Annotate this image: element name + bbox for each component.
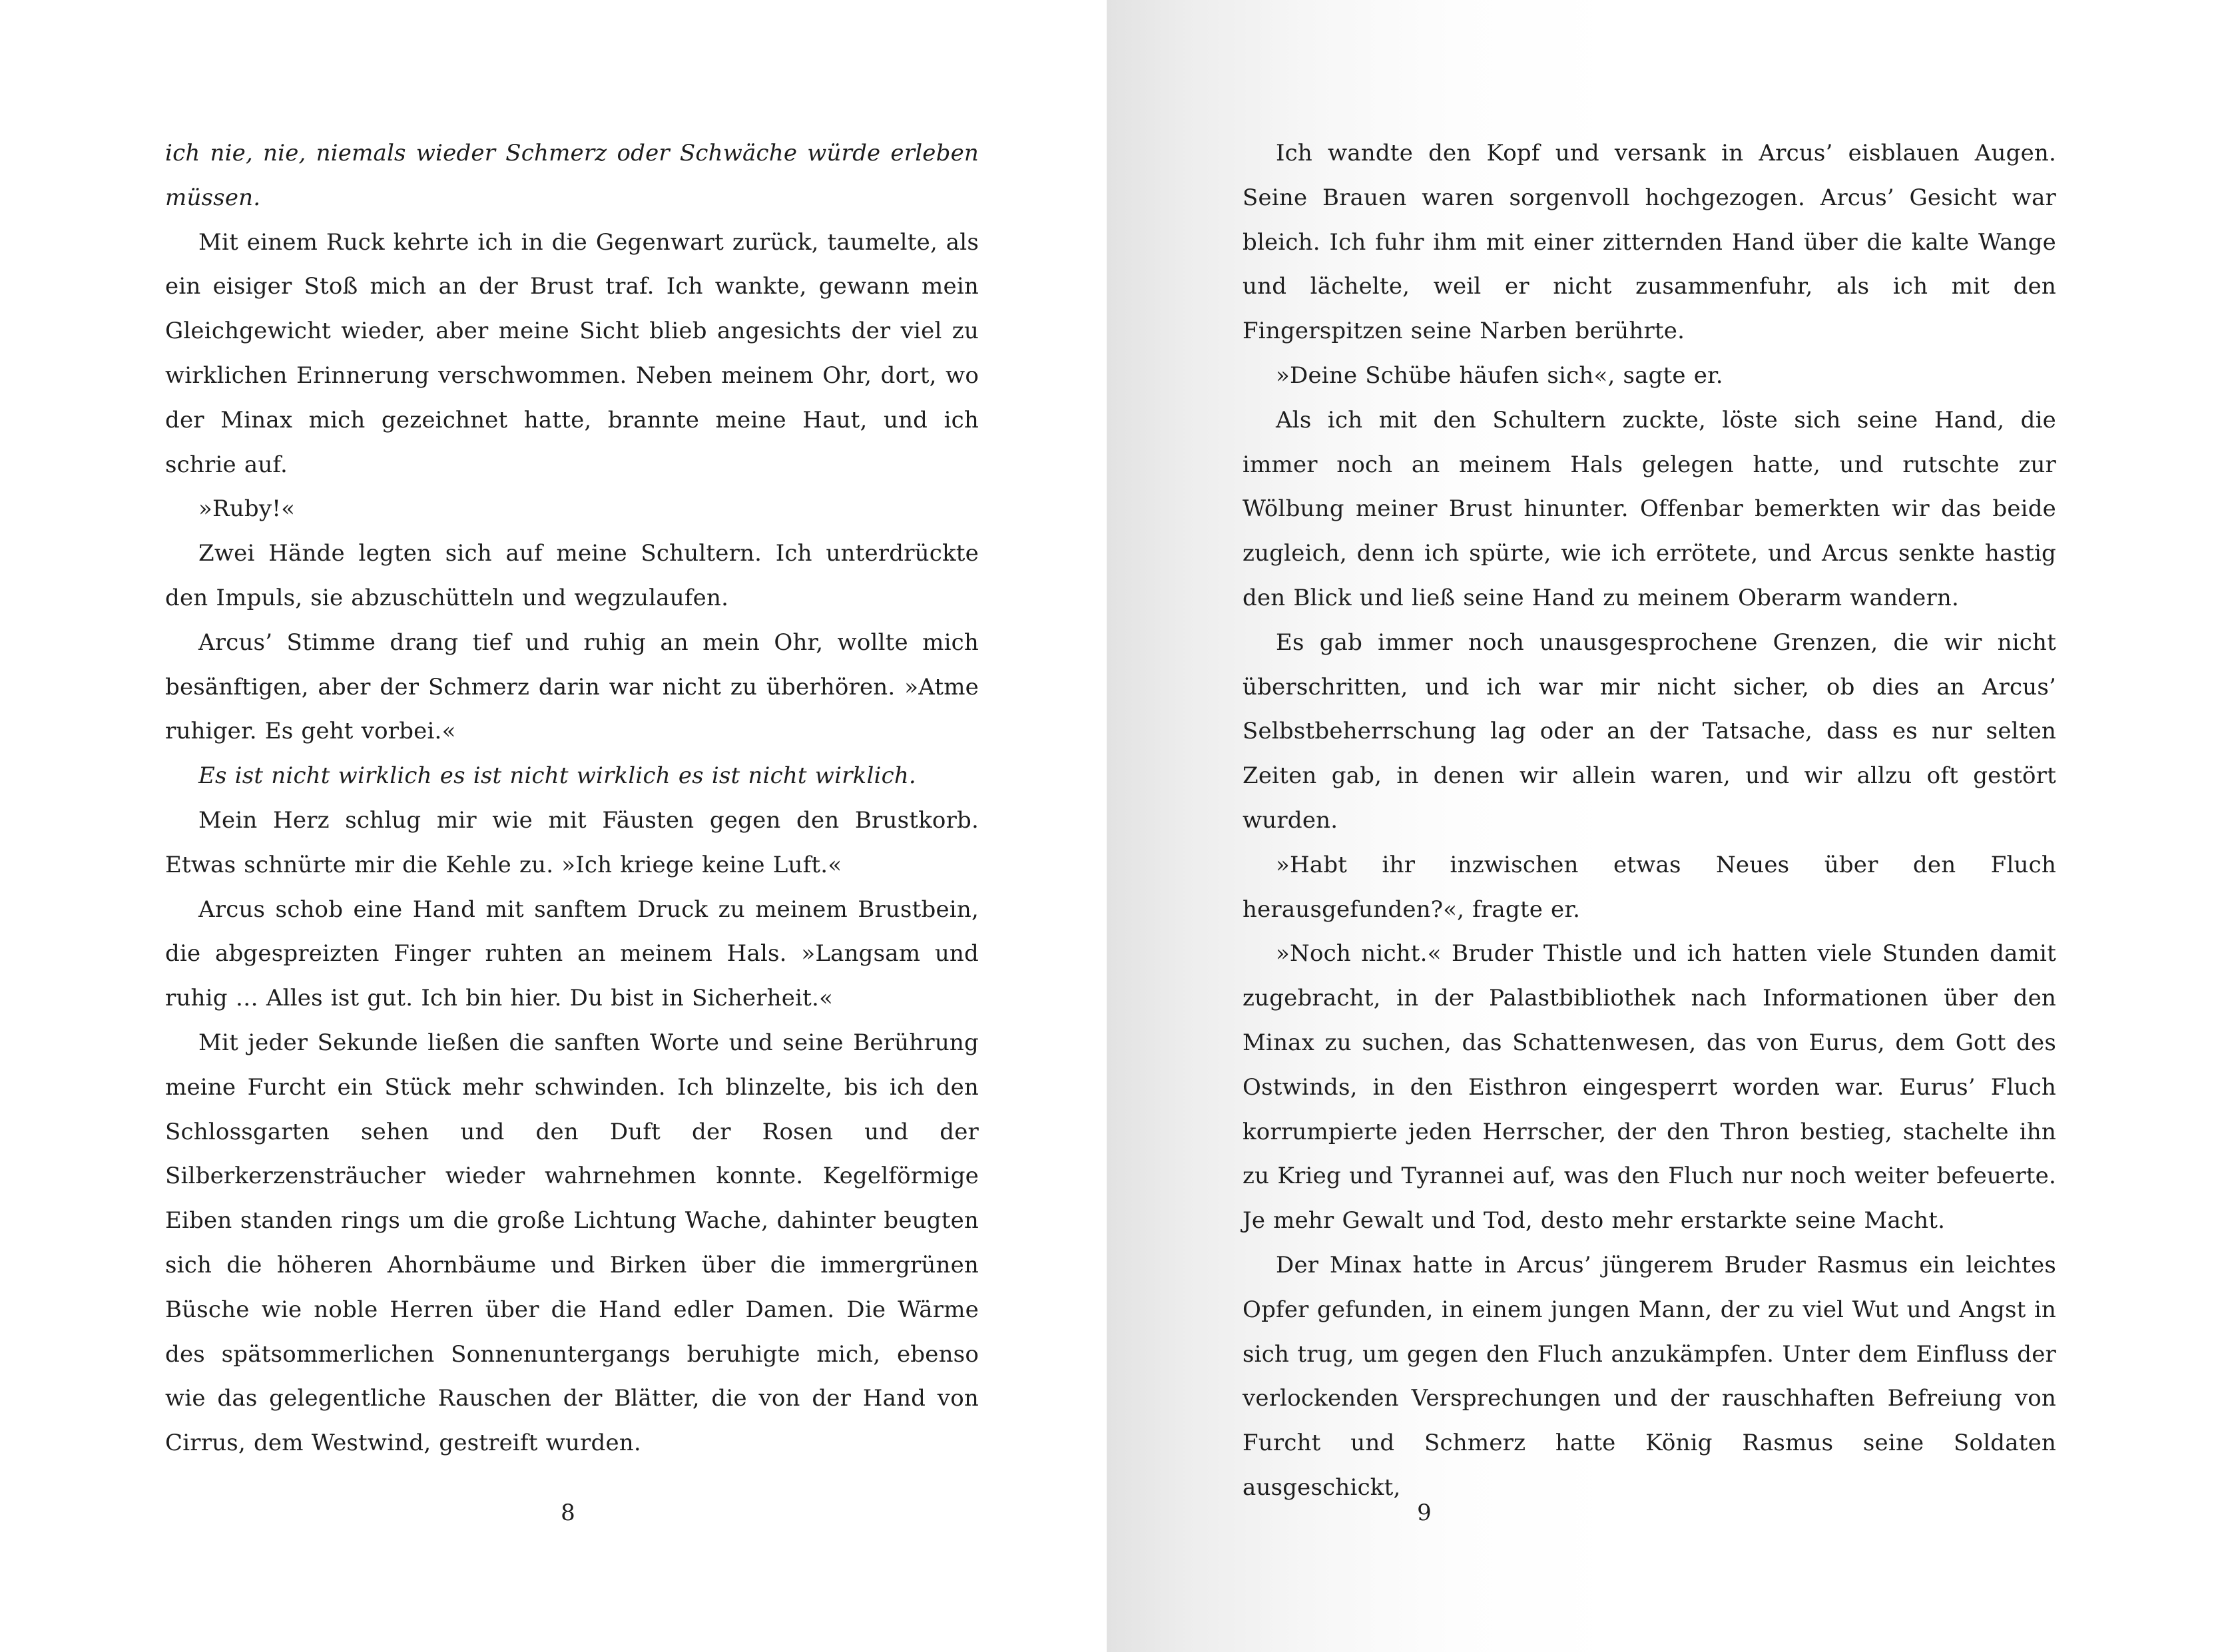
paragraph: Als ich mit den Schultern zuckte, löste sich seine Hand, die immer noch an meinem Hals gelegen hatte, und rutschte zur Wölbung meiner Brust hinunter. Offenbar bemerkten wir das beide zugleich, denn ich spürte, wie ich errötete, und Arcus senkte hastig den Blick und ließ seine Hand zu meinem Oberarm wandern. [1243, 406, 2056, 611]
right-page-text [1243, 131, 2056, 1510]
right-page [1107, 0, 2214, 1652]
paragraph: »Noch nicht.« Bruder Thistle und ich hatten viele Stunden damit zugebracht, in der Palastbibliothek nach Informationen über den Minax zu suchen, das Schattenwesen, das von Eurus, dem Gott des Ostwinds, in den Eisthron eingesperrt worden war. Eurus’ Fluch korrumpierte jeden Herrscher, der den Thron bestieg, stachelte ihn zu Krieg und Tyrannei auf, was den Fluch nur noch weiter befeuerte. Je mehr Gewalt und Tod, desto mehr erstarkte seine Macht. [1243, 940, 2056, 1235]
left-page-text [165, 131, 979, 1466]
page-number: 8 [561, 1500, 575, 1526]
paragraph: Arcus’ Stimme drang tief und ruhig an mein Ohr, wollte mich besänftigen, aber der Schmerz darin war nicht zu überhören. »Atme ruhiger. Es geht vorbei.« [165, 629, 979, 745]
paragraph: Mein Herz schlug mir wie mit Fäusten gegen den Brustkorb. Etwas schnürte mir die Kehle zu. »Ich kriege keine Luft.« [165, 806, 979, 878]
paragraph: Mit jeder Sekunde ließen die sanften Worte und seine Berührung meine Furcht ein Stück mehr schwinden. Ich blinzelte, bis ich den Schlossgarten sehen und den Duft der Rosen und der Silberkerzensträucher wieder wahrnehmen konnte. Kegelförmige Eiben standen rings um die große Lichtung Wache, dahinter beugten sich die höheren Ahornbäume und Birken über die immergrünen Büsche wie noble Herren über die Hand edler Damen. Die Wärme des spätsommerlichen Sonnenuntergangs beruhigte mich, ebenso wie das gelegentliche Rauschen der Blätter, die von der Hand von Cirrus, dem Westwind, gestreift wurden. [165, 1029, 979, 1457]
paragraph: Ich wandte den Kopf und versank in Arcus’ eisblauen Augen. Seine Brauen waren sorgenvoll hochgezogen. Arcus’ Gesicht war bleich. Ich fuhr ihm mit einer zitternden Hand über die kalte Wange und lächelte, weil er nicht zusammenfuhr, als ich mit den Fingerspitzen seine Narben berührte. [1243, 140, 2056, 345]
paragraph: »Habt ihr inzwischen etwas Neues über den Fluch herausgefunden?«, fragte er. [1243, 851, 2056, 923]
paragraph: Arcus schob eine Hand mit sanftem Druck zu meinem Brustbein, die abgespreizten Finger ruhten an meinem Hals. »Langsam und ruhig … Alles ist gut. Ich bin hier. Du bist in Sicherheit.« [165, 896, 979, 1012]
paragraph: »Deine Schübe häufen sich«, sagte er. [1276, 362, 1723, 389]
paragraph: Es gab immer noch unausgesprochene Grenzen, die wir nicht überschritten, und ich war mir nicht sicher, ob dies an Arcus’ Selbstbeherrschung lag oder an der Tatsache, dass es nur selten Zeiten gab, in denen wir allein waren, und wir allzu oft gestört wurden. [1243, 629, 2056, 834]
paragraph: Der Minax hatte in Arcus’ jüngerem Bruder Rasmus ein leichtes Opfer gefunden, in einem jungen Mann, der zu viel Wut und Angst in sich trug, um gegen den Fluch anzukämpfen. Unter dem Einfluss der verlockenden Versprechungen und der rauschhaften Befreiung von Furcht und Schmerz hatte König Rasmus seine Soldaten ausgeschickt, [1243, 1251, 2056, 1501]
page-number: 9 [1417, 1500, 1432, 1526]
paragraph: Es ist nicht wirklich es ist nicht wirklich es ist nicht wirklich. [198, 762, 916, 790]
paragraph: Zwei Hände legten sich auf meine Schultern. Ich unterdrückte den Impuls, sie abzuschütteln und wegzulaufen. [165, 540, 979, 611]
paragraph: Mit einem Ruck kehrte ich in die Gegenwart zurück, taumelte, als ein eisiger Stoß mich an der Brust traf. Ich wankte, gewann mein Gleichgewicht wieder, aber meine Sicht blieb angesichts der viel zu wirklichen Erinnerung verschwommen. Neben meinem Ohr, dort, wo der Minax mich gezeichnet hatte, brannte meine Haut, und ich schrie auf. [165, 228, 979, 478]
paragraph: ich nie, nie, niemals wieder Schmerz oder Schwäche würde erleben müssen. [165, 140, 979, 211]
paragraph: »Ruby!« [198, 495, 296, 523]
